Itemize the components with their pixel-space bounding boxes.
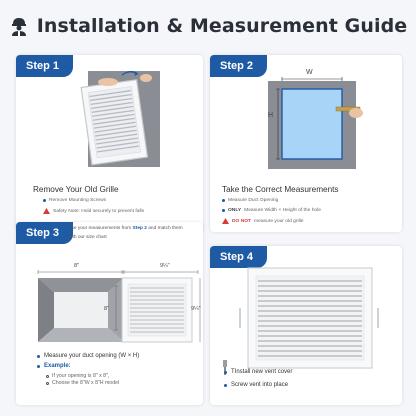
step-2-bullet-2: ONLY Measure Width × Height of the hole: [222, 208, 321, 213]
step-2-tag: Step 2: [210, 55, 267, 77]
width-label: W: [306, 69, 313, 76]
warning-icon: [43, 208, 50, 214]
step-2-bullet-3: DO NOT measure your old grille: [222, 218, 304, 224]
step-2-card: [210, 55, 402, 232]
step-2-bullet-1: Measure Duct Opening: [222, 198, 278, 203]
duct-opening-diagram: [36, 264, 126, 344]
page-title: Installation & Measurement Guide: [36, 15, 408, 37]
remove-grille-illustration: [66, 65, 166, 175]
duct-width-label: 8": [74, 263, 80, 269]
step-4-tag: Step 4: [210, 246, 267, 268]
worker-icon: [9, 16, 29, 36]
circle-bullet-icon: [46, 375, 49, 378]
example-item-2: Choose the 8"W x 8"H model: [46, 380, 119, 386]
bullet-dot: [37, 355, 40, 358]
grille-width-label: 9¼": [160, 263, 170, 269]
bullet-dot: [43, 199, 46, 202]
step-1-title: Remove Your Old Grille: [33, 185, 119, 194]
bullet-dot: [222, 209, 225, 212]
step-1-tag: Step 1: [16, 55, 73, 77]
grille-size-diagram: [114, 264, 202, 346]
step-3-bullet: Measure your duct opening (W × H): [37, 353, 139, 359]
step-3-card: [16, 222, 203, 405]
step-4-bullet-2: Screw vent into place: [224, 382, 288, 388]
height-label: H: [268, 112, 274, 119]
step-4-card: [210, 246, 402, 405]
bullet-dot: [222, 199, 225, 202]
step-1-bullet-2: Safety Note: Hold securely to prevent falls: [43, 208, 144, 214]
bullet-dot: [224, 384, 227, 387]
page-header: [0, 0, 416, 52]
new-vent-illustration: [234, 264, 384, 374]
step-3-intro-line-2: with our size chart: [68, 235, 107, 240]
duct-height-label: 8": [104, 306, 110, 312]
step-1-card: [16, 55, 203, 232]
step-3-intro: Use your measurements from Step 2 and match them: [68, 226, 183, 231]
example-label: Example:: [37, 363, 71, 369]
measure-opening-illustration: [258, 65, 368, 175]
step-2-title: Take the Correct Measurements: [222, 185, 339, 194]
bullet-dot: [37, 365, 40, 368]
bullet-dot: [224, 371, 227, 374]
step-3-tag: Step 3: [16, 222, 73, 244]
step-1-bullet-1: Remove Mounting Screws: [43, 198, 106, 203]
grille-height-label: 9¼": [191, 306, 201, 312]
step-4-bullet-1: TInstall new vent cover: [224, 369, 292, 375]
warning-icon: [222, 218, 229, 224]
example-item-1: If your opening is 8" x 8",: [46, 373, 109, 379]
circle-bullet-icon: [46, 382, 49, 385]
